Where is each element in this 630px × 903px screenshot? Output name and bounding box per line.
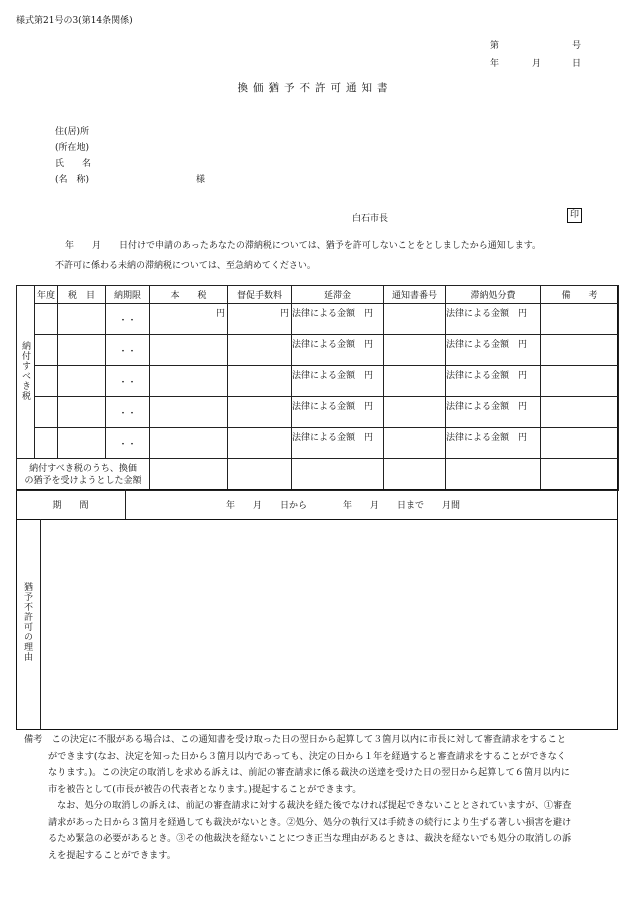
issuer-name: 白石市長 — [352, 214, 389, 224]
total-label: 納付すべき税のうち、換価 の猶予を受けようとした金額 — [17, 459, 150, 491]
table-row — [17, 397, 619, 428]
table-row — [17, 304, 619, 335]
side-label-cell: 納付すべき税 — [17, 286, 35, 459]
period-value: 年 月 日から 年 月 日まで 月間 — [226, 501, 461, 511]
tax-table — [16, 285, 619, 491]
disposition-cost-cell: 法律による金額 円 — [446, 428, 541, 459]
due-date-cell: ・・ — [106, 397, 150, 428]
form-id: 様式第21号の3(第14条関係) — [16, 16, 133, 26]
table-row — [17, 335, 619, 366]
page-title: 換価猶予不許可通知書 — [237, 82, 393, 94]
remarks-text: 市を被告として(市長が被告の代表者となります。)提起することができます。 — [48, 783, 362, 795]
due-date-cell: ・・ — [106, 366, 150, 397]
body-line-1: 年 月 日付けで申請のあったあなたの滞納税については、猶予を許可しないことをとしましたから通知します。 — [65, 241, 542, 251]
ref-number-prefix: 第 — [490, 41, 500, 51]
period-label: 期 間 — [52, 501, 89, 511]
remarks-label: 備考 — [24, 734, 43, 745]
due-date-cell: ・・ — [106, 428, 150, 459]
header-due-date: 納期限 — [106, 286, 150, 304]
remarks-section — [24, 732, 609, 864]
remarks-text: るため緊急の必要があるとき。③その他裁決を経ないことにつき正当な理由があるときは、裁決を経ないでも処分の取消しの訴 — [48, 833, 572, 844]
total-row — [17, 459, 619, 491]
divider — [16, 519, 618, 520]
body-line-2: 不許可に係わる未納の滞納税については、至急納めてください。 — [55, 261, 316, 271]
remarks-text: ができます(なお、決定を知った日から３箇月以内であっても、決定の日から１年を経過すると審査請求をすることができなく — [48, 750, 566, 762]
date-month: 月 — [532, 59, 542, 69]
corp-name-label: (名 称) — [55, 175, 90, 185]
table-row — [17, 366, 619, 397]
honorific: 様 — [196, 175, 206, 185]
header-remarks: 備 考 — [541, 286, 619, 304]
header-principal-tax: 本 税 — [150, 286, 228, 304]
address-label: 住(居)所 — [55, 127, 90, 137]
disposition-cost-cell: 法律による金額 円 — [446, 366, 541, 397]
principal-yen: 円 — [150, 304, 228, 335]
header-late-charge: 延滞金 — [292, 286, 384, 304]
remarks-text: えを提起することができます。 — [48, 849, 176, 861]
date-day: 日 — [572, 59, 582, 69]
late-charge-cell: 法律による金額 円 — [292, 335, 384, 366]
remarks-text: なお、処分の取消しの訴えは、前記の審査請求に対する裁決を経た後でなければ提起できないこととされていますが、①審査 — [57, 800, 572, 811]
ref-number-suffix: 号 — [572, 41, 582, 51]
late-charge-cell: 法律による金額 円 — [292, 428, 384, 459]
name-label: 氏 名 — [55, 159, 92, 169]
disposition-cost-cell: 法律による金額 円 — [446, 335, 541, 366]
due-date-cell: ・・ — [106, 335, 150, 366]
late-charge-cell: 法律による金額 円 — [292, 366, 384, 397]
location-label: (所在地) — [55, 143, 90, 153]
fee-yen: 円 — [228, 304, 292, 335]
reason-label: 猶予不許可の理由 — [22, 582, 32, 662]
remarks-text: 請求があった日から３箇月を経過しても裁決がないとき。②処分、処分の執行又は手続きの続行により生ずる著しい損害を避け — [48, 816, 572, 828]
late-charge-cell: 法律による金額 円 — [292, 304, 384, 335]
divider — [16, 489, 618, 490]
divider — [40, 519, 41, 730]
header-reminder-fee: 督促手数料 — [228, 286, 292, 304]
disposition-cost-cell: 法律による金額 円 — [446, 397, 541, 428]
due-date-cell: ・・ — [106, 304, 150, 335]
table-row — [17, 428, 619, 459]
date-year: 年 — [490, 59, 500, 69]
remarks-text: なります。)。この決定の取消しを求める訴えは、前記の審査請求に係る裁決の送達を受けた日の翌日から起算して６箇月以内に — [48, 767, 570, 778]
divider — [125, 489, 126, 519]
header-tax-item: 税 目 — [58, 286, 106, 304]
seal-mark: 印 — [567, 208, 582, 223]
header-disposition-cost: 滞納処分費 — [446, 286, 541, 304]
header-notice-number: 通知書番号 — [384, 286, 446, 304]
remarks-text: この決定に不服がある場合は、この通知書を受け取った日の翌日から起算して３箇月以内に市長に対して審査請求をすること — [51, 734, 567, 745]
late-charge-cell: 法律による金額 円 — [292, 397, 384, 428]
disposition-cost-cell: 法律による金額 円 — [446, 304, 541, 335]
header-year: 年度 — [35, 286, 58, 304]
